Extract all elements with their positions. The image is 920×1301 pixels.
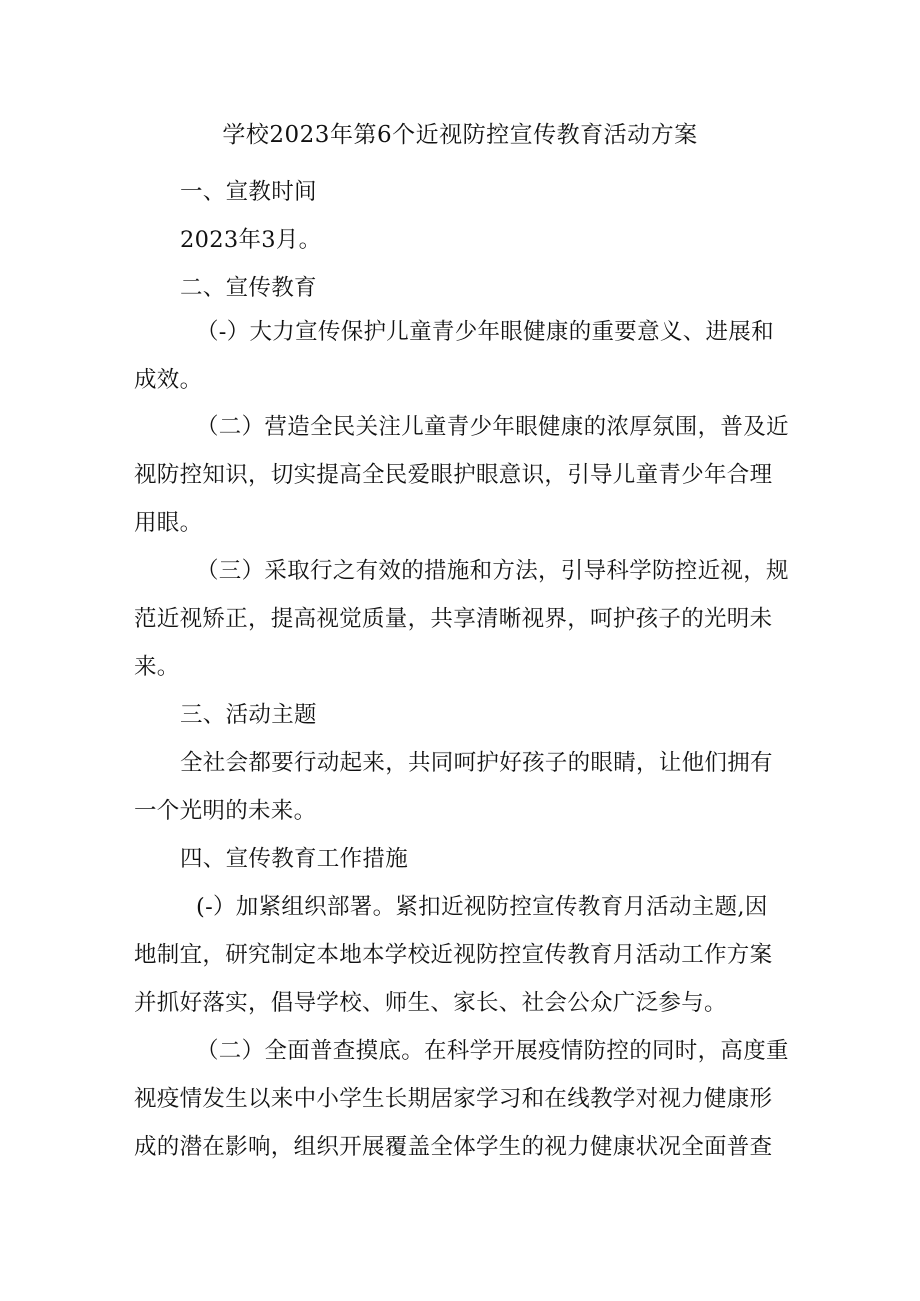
paragraph-line: 一个光明的未来。 [134,798,317,824]
paragraph-line: 用眼。 [134,510,203,536]
section-heading-2: 二、宣传教育 [180,275,317,301]
paragraph-5 [134,883,794,1027]
paragraph-line: 视防控知识，切实提高全民爱眼护眼意识，引导儿童青少年合理 [134,462,773,488]
date-text: 2023年3月。 [180,227,322,253]
paragraph-line: 视疫情发生以来中小学生长期居家学习和在线教学对视力健康形 [134,1086,773,1112]
section-heading-4: 四、宣传教育工作措施 [180,846,409,872]
paragraph-3 [134,547,794,691]
paragraph-line: (-）加紧组织部署。紧扣近视防控宣传教育月活动主题,因 [196,894,768,920]
paragraph-line: （二）全面普查摸底。在科学开展疫情防控的同时，高度重 [196,1038,789,1064]
section-heading-1: 一、宣教时间 [180,179,317,205]
paragraph-2 [134,403,794,547]
paragraph-line: 成效。 [134,367,203,393]
section-heading-3: 三、活动主题 [180,702,317,728]
paragraph-line: 全社会都要行动起来，共同呵护好孩子的眼睛，让他们拥有 [180,750,773,776]
paragraph-line: （-）大力宣传保护儿童青少年眼健康的重要意义、进展和 [196,319,774,345]
paragraph-line: 范近视矫正，提高视觉质量，共享清晰视界，呵护孩子的光明未 [134,606,773,632]
paragraph-6 [134,1027,794,1171]
section-1 [134,168,794,312]
paragraph-line: 地制宜，研究制定本地本学校近视防控宣传教育月活动工作方案 [134,942,773,968]
section-3 [134,691,794,883]
document-title: 学校2023年第6个近视防控宣传教育活动方案 [222,122,698,148]
paragraph-1 [134,308,794,404]
paragraph-line: （三）采取行之有效的措施和方法，引导科学防控近视，规 [196,558,789,584]
paragraph-line: 并抓好落实，倡导学校、师生、家长、社会公众广泛参与。 [134,990,727,1016]
paragraph-line: 来。 [134,654,180,680]
paragraph-line: 成的潜在影响，组织开展覆盖全体学生的视力健康状况全面普查 [134,1134,773,1160]
paragraph-line: （二）营造全民关注儿童青少年眼健康的浓厚氛围，普及近 [196,414,789,440]
